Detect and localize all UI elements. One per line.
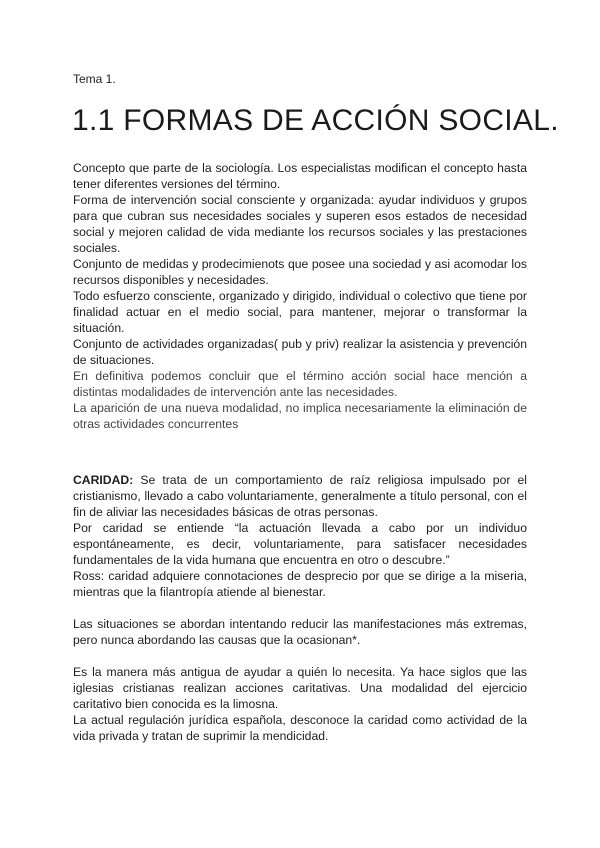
paragraph-por-caridad: Por caridad se entiende “la actuación llevada a cabo por un individuo espontáneamente, es decir, voluntariamente, para satisfacer necesidades fundamentales de la vida humana que encuentra en otro o descubre.” <box>73 521 527 567</box>
section-spacer <box>73 432 527 472</box>
paragraph-regulacion: La actual regulación jurídica española, desconoce la caridad como actividad de la vida privada y tratan de suprimir la mendicidad. <box>73 713 527 743</box>
paragraph-conclusion: En definitiva podemos concluir que el término acción social hace mención a distintas modalidades de intervención ante las necesidades. <box>73 369 527 399</box>
page-title: 1.1 FORMAS DE ACCIÓN SOCIAL. <box>72 104 559 137</box>
paragraph-actividades: Conjunto de actividades organizadas( pub y priv) realizar la asistencia y prevención de situaciones. <box>73 337 527 367</box>
paragraph-esfuerzo: Todo esfuerzo consciente, organizado y dirigido, individual o colectivo que tiene por finalidad actuar en el medio social, para mantener, mejorar o transformar la situación. <box>73 289 527 335</box>
paragraph-ross: Ross: caridad adquiere connotaciones de desprecio por que se dirige a la miseria, mientras que la filantropía atiende al bienestar. <box>73 569 527 599</box>
paragraph-situaciones: Las situaciones se abordan intentando reducir las manifestaciones más extremas, pero nunca abordando las causas que la ocasionan*. <box>73 617 527 647</box>
paragraph-caridad <box>73 472 527 520</box>
paragraph-concepto: Concepto que parte de la sociología. Los especialistas modifican el concepto hasta tener diferentes versiones del término. <box>73 161 527 191</box>
paragraph-spacer <box>73 600 527 616</box>
caridad-text: Se trata de un comportamiento de raíz religiosa impulsado por el cristianismo, llevado a cabo voluntariamente, generalmente a título personal, con el fin de aliviar las necesidades básicas de otras personas. <box>73 473 527 519</box>
paragraph-aparicion: La aparición de una nueva modalidad, no implica necesariamente la eliminación de otras actividades concurrentes <box>73 401 527 431</box>
paragraph-conjunto-medidas: Conjunto de medidas y prodecimienots que posee una sociedad y asi acomodar los recursos disponibles y necesidades. <box>73 257 527 287</box>
topic-label: Tema 1. <box>73 72 116 86</box>
paragraph-forma-intervencion: Forma de intervención social consciente y organizada: ayudar individuos y grupos para que cubran sus necesidades sociales y superen esos estados de necesidad social y mejoren calidad de vida mediante los recursos sociales y las prestaciones sociales. <box>73 193 527 255</box>
paragraph-antigua: Es la manera más antigua de ayudar a quién lo necesita. Ya hace siglos que las iglesias cristianas realizan acciones caritativas. Una modalidad del ejercicio caritativo bien conocida es la limosna. <box>73 665 527 711</box>
paragraph-spacer <box>73 648 527 664</box>
caridad-label: CARIDAD: <box>73 473 134 487</box>
document-body <box>73 160 527 744</box>
